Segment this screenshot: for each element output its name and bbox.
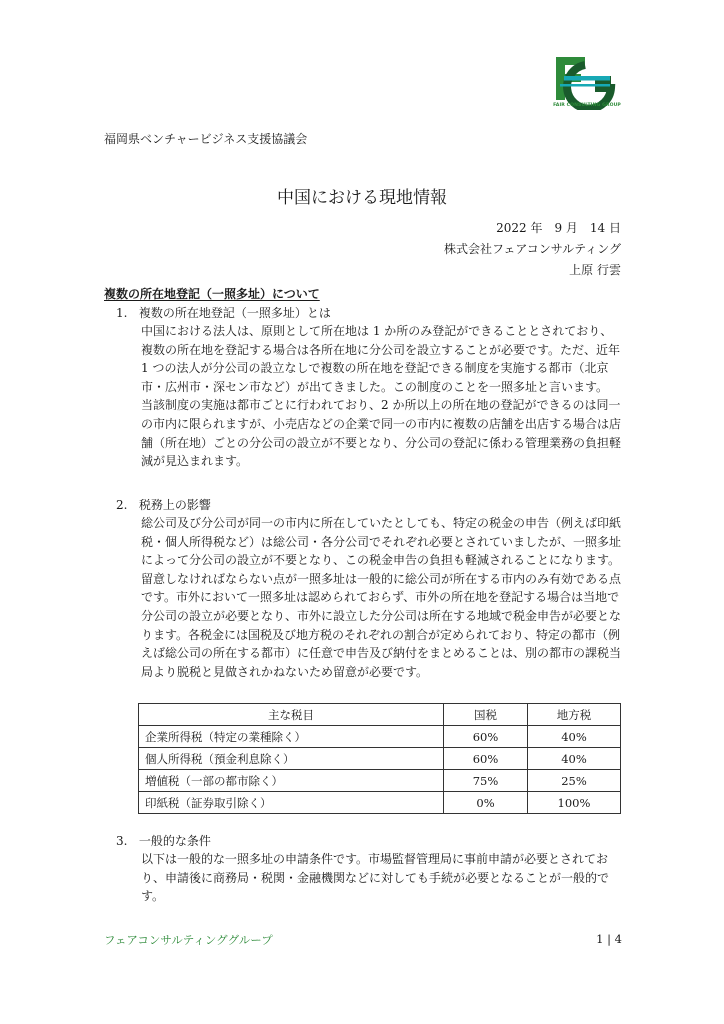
page-number: 1 | 4 [596,932,622,946]
logo-caption: FAIR CONSULTING GROUP [553,103,621,108]
paragraph: 中国における法人は、原則として所在地は 1 か所のみ登記ができることとされており、複数の所在地を登記する場合は各所在地に分公司を設立することが必要です。ただ、近年 1 つの法人が分公司の設立なしで複数の所在地を登記できる制度を実施する都市（北京市・広州市・深セン市など）が出てきました。この制度のことを一照多址と言います。 [141,324,621,394]
item-3-heading: 3. 一般的な条件 [116,834,211,848]
tax-name: 個人所得税（預金利息除く） [139,748,444,770]
local-ratio: 100% [528,792,621,814]
column-header: 国税 [444,704,528,726]
paragraph: 留意しなければならない点が一照多址は一般的に総公司が所在する市内のみ有効である点です。市外において一照多址は認められておらず、市外の所在地を登記する場合は当地で分公司の設立が必要となり、市外に設立した分公司は所在する地域で税金申告が必要となります。各税金には国税及び地方税のそれぞれの割合が定められており、特定の都市（例えば総公司の所在する都市）に任意で申告及び納付をまとめることは、別の都市の課税当局より脱税と見做されかねないため留意が必要です。 [141,571,622,679]
organization-name: 福岡県ベンチャービジネス支援協議会 [104,132,308,146]
section-heading: 複数の所在地登記（一照多址）について [104,287,320,301]
national-ratio: 75% [444,770,528,792]
document-date: 2022 年 9 月 14 日 [496,221,621,235]
item-2-heading: 2. 税務上の影響 [116,498,211,512]
tax-name: 増値税（一部の都市除く） [139,770,444,792]
company-name: 株式会社フェアコンサルティング [443,242,621,256]
paragraph: 総公司及び分公司が同一の市内に所在していたとしても、特定の税金の申告（例えば印紙税・個人所得税など）は総公司・各分公司でそれぞれ必要とされていましたが、一照多址によって分公司の設立が不要となり、この税金申告の負担も軽減されることになります。 [141,516,622,568]
tax-ratio-table [138,703,621,814]
national-ratio: 60% [444,748,528,770]
item-1-body [141,322,621,471]
item-2-body [141,514,621,681]
tax-name: 企業所得税（特定の業種除く） [139,726,444,748]
table-row [139,792,621,814]
column-header: 主な税目 [139,704,444,726]
document-title: 中国における現地情報 [277,188,447,208]
item-3-body [141,850,621,906]
table-row [139,726,621,748]
column-header: 地方税 [528,704,621,726]
table-header-row [139,704,621,726]
author-name: 上原 行雲 [569,263,621,277]
footer-brand: フェアコンサルティンググループ [104,933,273,947]
table-row [139,770,621,792]
local-ratio: 40% [528,748,621,770]
tax-name: 印紙税（証券取引除く） [139,792,444,814]
fair-consulting-logo [552,50,618,110]
table-row [139,748,621,770]
local-ratio: 25% [528,770,621,792]
national-ratio: 60% [444,726,528,748]
paragraph: 以下は一般的な一照多址の申請条件です。市場監督管理局に事前申請が必要とされており、申請後に商務局・税関・金融機関などに対しても手続が必要となることが一般的です。 [141,852,610,904]
item-1-heading: 1. 複数の所在地登記（一照多址）とは [116,306,331,320]
paragraph: 当該制度の実施は都市ごとに行われており、2 か所以上の所在地の登記ができるのは同一の市内に限られますが、小売店などの企業で同一の市内に複数の店舗を出店する場合は店舗（所在地）ごとの分公司の設立が不要となり、分公司の登記に係わる管理業務の負担軽減が見込まれます。 [141,398,622,469]
local-ratio: 40% [528,726,621,748]
national-ratio: 0% [444,792,528,814]
